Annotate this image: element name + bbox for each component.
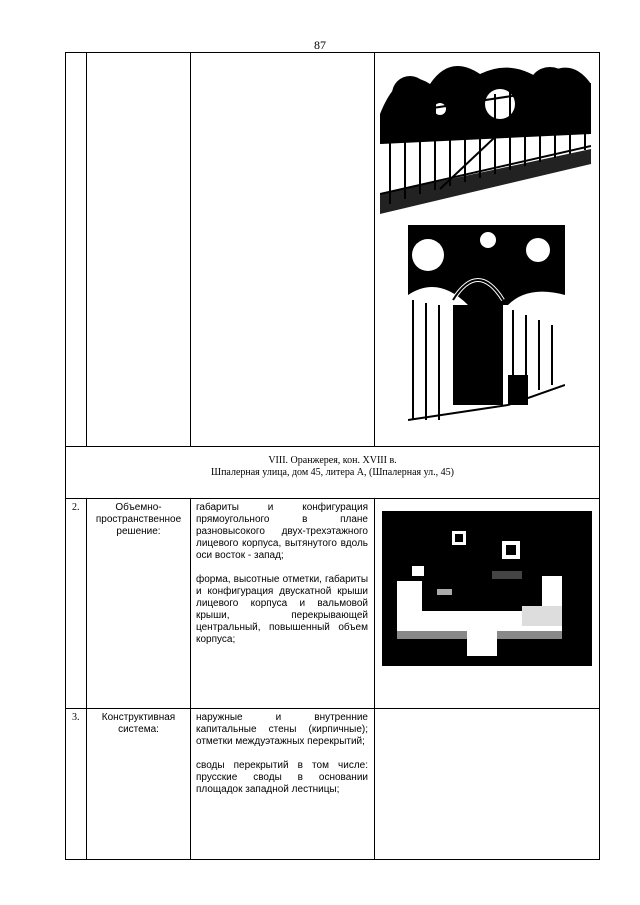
row-description bbox=[191, 499, 375, 709]
table-row bbox=[66, 709, 600, 860]
description-paragraph: своды перекрытий в том числе: прусские своды в основании площадок западной лестницы; bbox=[196, 760, 368, 795]
empty-cell bbox=[87, 53, 191, 447]
building-photo bbox=[382, 511, 592, 666]
fence-photo-2 bbox=[408, 225, 565, 433]
photo-cell bbox=[375, 499, 600, 709]
row-name: Объемно-пространственное решение: bbox=[87, 499, 191, 709]
page-number: 87 bbox=[314, 38, 326, 52]
empty-cell bbox=[66, 53, 87, 447]
section-address: Шпалерная улица, дом 45, литера А, (Шпалерная ул., 45) bbox=[210, 467, 454, 478]
description-paragraph: наружные и внутренние капитальные стены (кирпичные); отметки междуэтажных перекрытий; bbox=[196, 712, 368, 747]
section-title: VIII. Оранжерея, кон. XVIII в. bbox=[268, 455, 397, 466]
continuation-row bbox=[66, 53, 600, 447]
description-paragraph: форма, высотные отметки, габариты и конфигурация двускатной крыши лицевого корпуса и вальмовой крыши, перекрывающей центральный, повышенный объем корпуса; bbox=[196, 574, 368, 645]
table-row bbox=[66, 499, 600, 709]
section-header-row bbox=[66, 447, 600, 499]
row-number: 3. bbox=[66, 709, 87, 860]
empty-cell bbox=[375, 709, 600, 860]
monument-table bbox=[65, 52, 600, 860]
row-name: Конструктивная система: bbox=[87, 709, 191, 860]
fence-photo-1 bbox=[380, 54, 591, 214]
section-header bbox=[66, 447, 600, 499]
description-paragraph: габариты и конфигурация прямоугольного в плане разновысокого двух-трехэтажного лицевого корпуса, вытянутого вдоль оси восток - запад; bbox=[196, 502, 368, 561]
row-number: 2. bbox=[66, 499, 87, 709]
empty-cell bbox=[191, 53, 375, 447]
row-description bbox=[191, 709, 375, 860]
photo-cell bbox=[375, 53, 600, 447]
